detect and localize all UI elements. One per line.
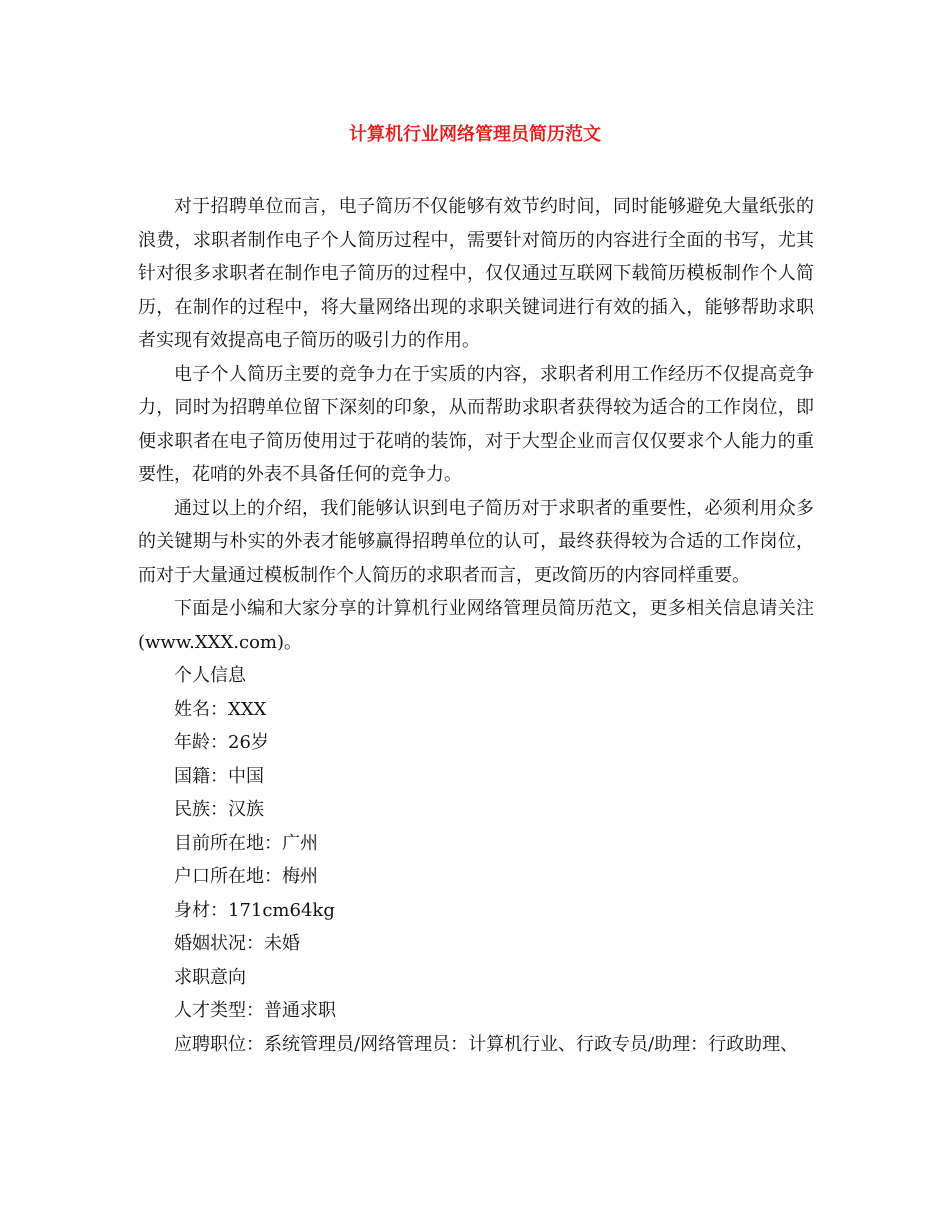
info-talent-type: 人才类型：普通求职 — [174, 1000, 336, 1021]
paragraph-competitiveness: 电子个人简历主要的竞争力在于实质的内容，求职者利用工作经历不仅提高竞争力，同时为招聘单位留下深刻的印象，从而帮助求职者获得较为适合的工作岗位，即便求职者在电子简历使用过于花哨的装饰，对于大型企业而言仅仅要求个人能力的重要性，花哨的外表不具备任何的竞争力。 — [138, 363, 814, 485]
document-title: 计算机行业网络管理员简历范文 — [349, 124, 601, 145]
info-age: 年龄：26岁 — [174, 732, 269, 753]
paragraph-intro: 对于招聘单位而言，电子简历不仅能够有效节约时间，同时能够避免大量纸张的浪费，求职者制作电子个人简历过程中，需要针对简历的内容进行全面的书写，尤其针对很多求职者在制作电子简历的过程中，仅仅通过互联网下载简历模板制作个人简历，在制作的过程中，将大量网络出现的求职关键词进行有效的插入，能够帮助求职者实现有效提高电子简历的吸引力的作用。 — [138, 196, 814, 351]
info-marital-status: 婚姻状况：未婚 — [174, 933, 300, 954]
paragraph-summary: 通过以上的介绍，我们能够认识到电子简历对于求职者的重要性，必须利用众多的关键期与朴实的外表才能够赢得招聘单位的认可，最终获得较为合适的工作岗位，而对于大量通过模板制作个人简历的求职者而言，更改简历的内容同样重要。 — [138, 497, 814, 586]
info-household-registration: 户口所在地：梅州 — [174, 866, 318, 887]
document-body — [138, 190, 814, 1061]
info-nationality: 国籍：中国 — [174, 765, 264, 787]
paragraph-sharing: 下面是小编和大家分享的计算机行业网络管理员简历范文，更多相关信息请关注(www.XXX.com)。 — [138, 598, 814, 653]
section-heading-personal-info: 个人信息 — [174, 665, 246, 686]
info-build: 身材：171cm64kg — [174, 899, 335, 921]
info-ethnicity: 民族：汉族 — [174, 799, 264, 820]
info-applied-position: 应聘职位：系统管理员/网络管理员：计算机行业、行政专员/助理：行政助理、 — [174, 1033, 799, 1055]
info-current-location: 目前所在地：广州 — [174, 832, 318, 854]
section-heading-job-intention: 求职意向 — [174, 966, 246, 988]
info-name: 姓名：XXX — [174, 698, 267, 720]
